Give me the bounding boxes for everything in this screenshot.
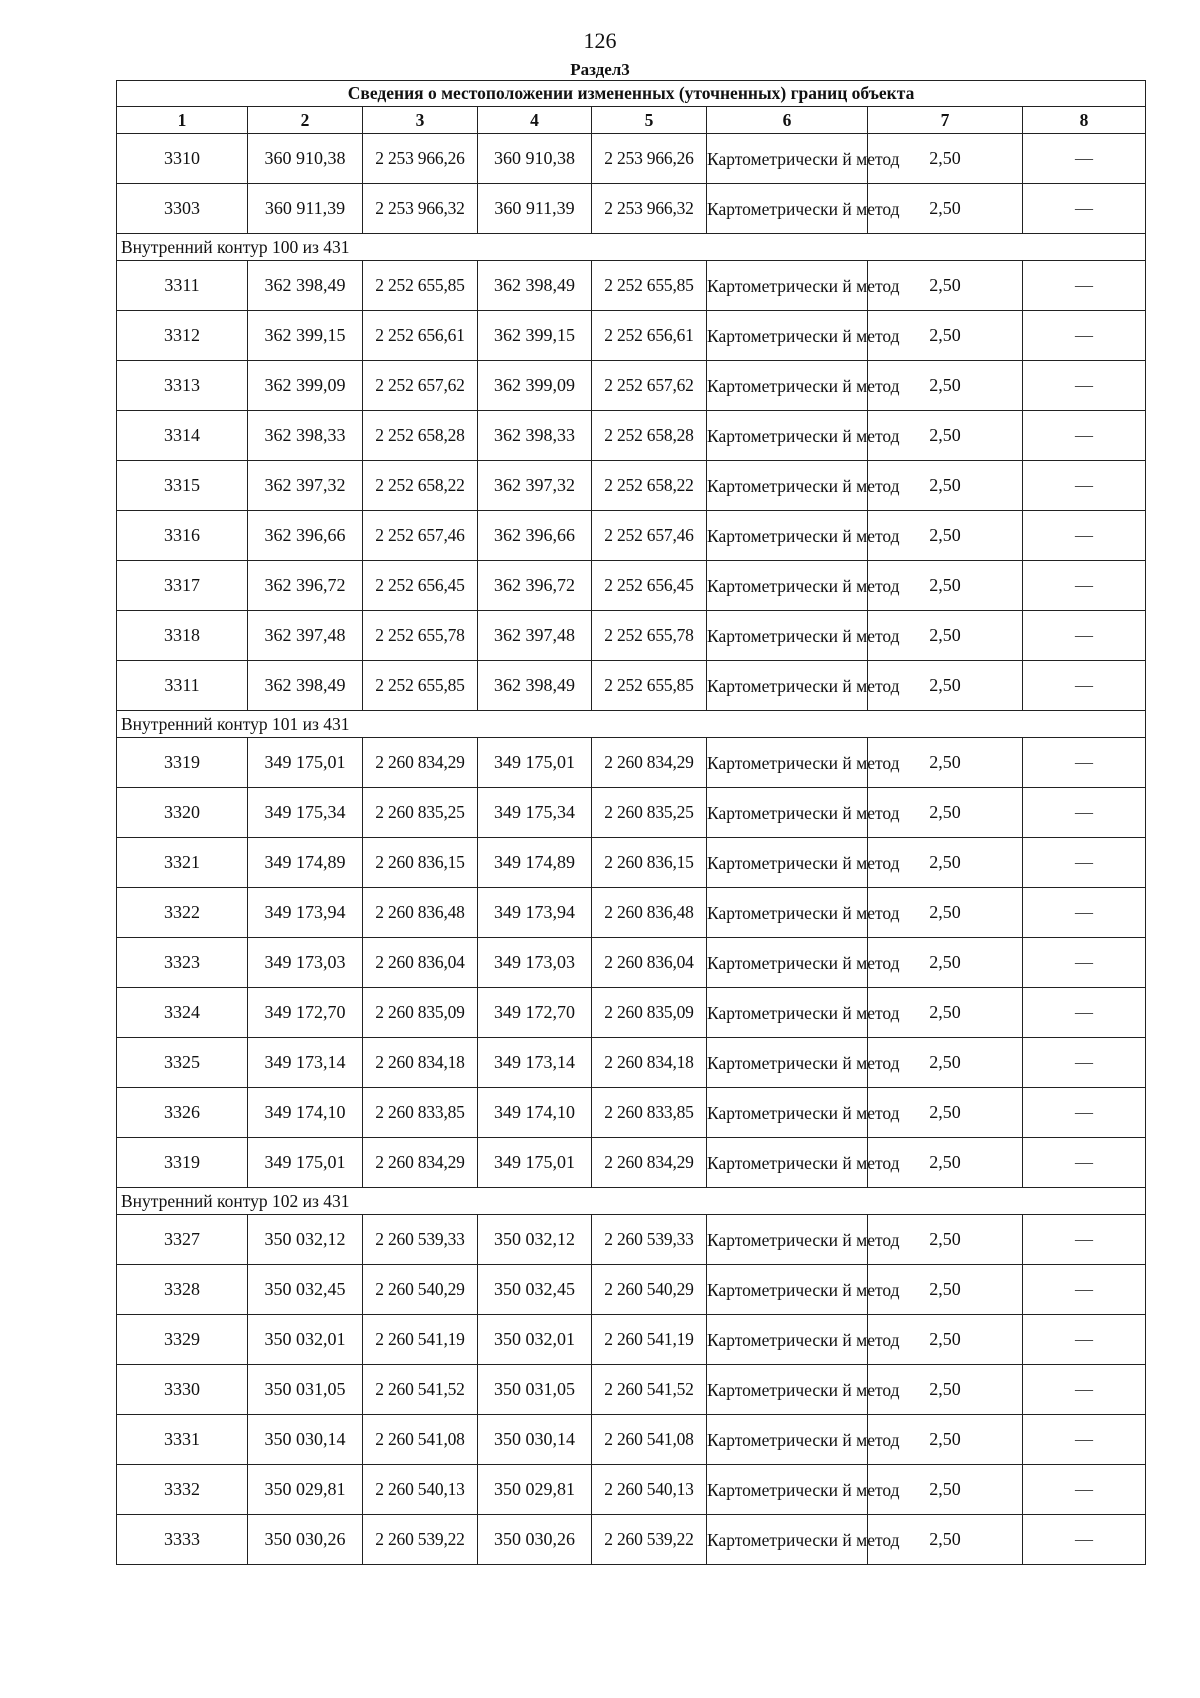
- description-cell: —: [1023, 661, 1146, 711]
- method-cell: Картометрически й метод: [707, 938, 868, 988]
- y-refined-cell: 2 253 966,32: [592, 184, 707, 234]
- x-refined-cell: 362 397,48: [478, 611, 592, 661]
- y-refined-cell: 2 252 656,45: [592, 561, 707, 611]
- point-number-cell: 3330: [117, 1365, 248, 1415]
- method-cell: Картометрически й метод: [707, 788, 868, 838]
- precision-cell: 2,50: [868, 738, 1023, 788]
- description-cell: —: [1023, 361, 1146, 411]
- precision-cell: 2,50: [868, 1465, 1023, 1515]
- x-existing-cell: 349 172,70: [248, 988, 363, 1038]
- table-caption: Сведения о местоположении измененных (уточненных) границ объекта: [117, 81, 1146, 107]
- column-header: 4: [478, 107, 592, 134]
- precision-cell: 2,50: [868, 261, 1023, 311]
- y-existing-cell: 2 260 836,48: [363, 888, 478, 938]
- description-cell: —: [1023, 611, 1146, 661]
- table-row: [117, 311, 1146, 361]
- precision-cell: 2,50: [868, 1138, 1023, 1188]
- description-cell: —: [1023, 1515, 1146, 1565]
- point-number-cell: 3318: [117, 611, 248, 661]
- method-cell: Картометрически й метод: [707, 311, 868, 361]
- y-refined-cell: 2 252 658,22: [592, 461, 707, 511]
- column-header: 1: [117, 107, 248, 134]
- y-refined-cell: 2 260 540,29: [592, 1265, 707, 1315]
- precision-cell: 2,50: [868, 1038, 1023, 1088]
- x-existing-cell: 349 173,03: [248, 938, 363, 988]
- table-row: [117, 838, 1146, 888]
- x-refined-cell: 349 174,10: [478, 1088, 592, 1138]
- point-number-cell: 3325: [117, 1038, 248, 1088]
- point-number-cell: 3313: [117, 361, 248, 411]
- contour-label: Внутренний контур 100 из 431: [117, 234, 1146, 261]
- x-refined-cell: 349 174,89: [478, 838, 592, 888]
- description-cell: —: [1023, 261, 1146, 311]
- description-cell: —: [1023, 1138, 1146, 1188]
- precision-cell: 2,50: [868, 661, 1023, 711]
- method-cell: Картометрически й метод: [707, 1365, 868, 1415]
- table-row: [117, 1315, 1146, 1365]
- method-cell: Картометрически й метод: [707, 361, 868, 411]
- y-refined-cell: 2 252 655,85: [592, 261, 707, 311]
- y-refined-cell: 2 260 540,13: [592, 1465, 707, 1515]
- y-existing-cell: 2 260 835,25: [363, 788, 478, 838]
- y-existing-cell: 2 260 833,85: [363, 1088, 478, 1138]
- method-cell: Картометрически й метод: [707, 261, 868, 311]
- table-row: [117, 411, 1146, 461]
- x-existing-cell: 362 398,49: [248, 261, 363, 311]
- description-cell: —: [1023, 738, 1146, 788]
- precision-cell: 2,50: [868, 938, 1023, 988]
- description-cell: —: [1023, 1365, 1146, 1415]
- x-refined-cell: 360 910,38: [478, 134, 592, 184]
- x-existing-cell: 360 910,38: [248, 134, 363, 184]
- point-number-cell: 3331: [117, 1415, 248, 1465]
- y-refined-cell: 2 260 833,85: [592, 1088, 707, 1138]
- method-cell: Картометрически й метод: [707, 1515, 868, 1565]
- x-existing-cell: 350 032,01: [248, 1315, 363, 1365]
- table-row: [117, 511, 1146, 561]
- x-existing-cell: 362 398,49: [248, 661, 363, 711]
- y-existing-cell: 2 252 655,85: [363, 661, 478, 711]
- y-refined-cell: 2 260 541,52: [592, 1365, 707, 1415]
- point-number-cell: 3310: [117, 134, 248, 184]
- x-existing-cell: 349 175,34: [248, 788, 363, 838]
- x-refined-cell: 350 032,12: [478, 1215, 592, 1265]
- table-row: [117, 261, 1146, 311]
- contour-row: [117, 234, 1146, 261]
- method-cell: Картометрически й метод: [707, 411, 868, 461]
- contour-row: [117, 711, 1146, 738]
- column-header: 2: [248, 107, 363, 134]
- point-number-cell: 3333: [117, 1515, 248, 1565]
- contour-label: Внутренний контур 101 из 431: [117, 711, 1146, 738]
- description-cell: —: [1023, 1465, 1146, 1515]
- table-row: [117, 461, 1146, 511]
- x-existing-cell: 362 396,72: [248, 561, 363, 611]
- point-number-cell: 3303: [117, 184, 248, 234]
- y-refined-cell: 2 260 539,33: [592, 1215, 707, 1265]
- x-refined-cell: 349 173,03: [478, 938, 592, 988]
- x-refined-cell: 350 030,26: [478, 1515, 592, 1565]
- point-number-cell: 3321: [117, 838, 248, 888]
- y-refined-cell: 2 260 539,22: [592, 1515, 707, 1565]
- method-cell: Картометрически й метод: [707, 1265, 868, 1315]
- description-cell: —: [1023, 411, 1146, 461]
- y-existing-cell: 2 260 541,08: [363, 1415, 478, 1465]
- x-refined-cell: 350 032,01: [478, 1315, 592, 1365]
- x-refined-cell: 349 173,14: [478, 1038, 592, 1088]
- x-existing-cell: 362 397,48: [248, 611, 363, 661]
- table-row: [117, 1465, 1146, 1515]
- y-refined-cell: 2 260 834,29: [592, 738, 707, 788]
- precision-cell: 2,50: [868, 838, 1023, 888]
- x-refined-cell: 360 911,39: [478, 184, 592, 234]
- y-refined-cell: 2 252 658,28: [592, 411, 707, 461]
- method-cell: Картометрически й метод: [707, 511, 868, 561]
- method-cell: Картометрически й метод: [707, 661, 868, 711]
- y-refined-cell: 2 260 834,18: [592, 1038, 707, 1088]
- y-existing-cell: 2 253 966,32: [363, 184, 478, 234]
- point-number-cell: 3332: [117, 1465, 248, 1515]
- y-existing-cell: 2 252 658,28: [363, 411, 478, 461]
- point-number-cell: 3319: [117, 738, 248, 788]
- y-refined-cell: 2 260 836,15: [592, 838, 707, 888]
- y-existing-cell: 2 260 836,04: [363, 938, 478, 988]
- table-row: [117, 1265, 1146, 1315]
- precision-cell: 2,50: [868, 988, 1023, 1038]
- precision-cell: 2,50: [868, 1415, 1023, 1465]
- description-cell: —: [1023, 788, 1146, 838]
- x-refined-cell: 349 173,94: [478, 888, 592, 938]
- method-cell: Картометрически й метод: [707, 888, 868, 938]
- point-number-cell: 3328: [117, 1265, 248, 1315]
- description-cell: —: [1023, 1038, 1146, 1088]
- point-number-cell: 3323: [117, 938, 248, 988]
- precision-cell: 2,50: [868, 611, 1023, 661]
- section-title: Раздел3: [570, 60, 630, 79]
- precision-cell: 2,50: [868, 1265, 1023, 1315]
- y-existing-cell: 2 252 656,45: [363, 561, 478, 611]
- x-refined-cell: 362 399,09: [478, 361, 592, 411]
- y-existing-cell: 2 260 834,29: [363, 1138, 478, 1188]
- x-refined-cell: 362 398,33: [478, 411, 592, 461]
- y-refined-cell: 2 252 657,62: [592, 361, 707, 411]
- y-refined-cell: 2 260 834,29: [592, 1138, 707, 1188]
- table-row: [117, 661, 1146, 711]
- table-row: [117, 1038, 1146, 1088]
- x-existing-cell: 362 399,09: [248, 361, 363, 411]
- method-cell: Картометрически й метод: [707, 1465, 868, 1515]
- point-number-cell: 3326: [117, 1088, 248, 1138]
- y-existing-cell: 2 260 836,15: [363, 838, 478, 888]
- x-refined-cell: 362 398,49: [478, 661, 592, 711]
- x-refined-cell: 362 398,49: [478, 261, 592, 311]
- point-number-cell: 3322: [117, 888, 248, 938]
- y-existing-cell: 2 252 657,46: [363, 511, 478, 561]
- table-row: [117, 1515, 1146, 1565]
- precision-cell: 2,50: [868, 561, 1023, 611]
- column-header: 7: [868, 107, 1023, 134]
- contour-row: [117, 1188, 1146, 1215]
- description-cell: —: [1023, 561, 1146, 611]
- description-cell: —: [1023, 311, 1146, 361]
- description-cell: —: [1023, 838, 1146, 888]
- table-row: [117, 788, 1146, 838]
- table-row: [117, 738, 1146, 788]
- x-existing-cell: 349 175,01: [248, 738, 363, 788]
- boundary-coordinates-table: [116, 80, 1146, 1565]
- table-row: [117, 134, 1146, 184]
- point-number-cell: 3317: [117, 561, 248, 611]
- precision-cell: 2,50: [868, 511, 1023, 561]
- description-cell: —: [1023, 461, 1146, 511]
- y-refined-cell: 2 252 657,46: [592, 511, 707, 561]
- y-existing-cell: 2 260 541,52: [363, 1365, 478, 1415]
- x-existing-cell: 349 173,14: [248, 1038, 363, 1088]
- description-cell: —: [1023, 1215, 1146, 1265]
- x-refined-cell: 349 175,34: [478, 788, 592, 838]
- y-existing-cell: 2 260 834,18: [363, 1038, 478, 1088]
- description-cell: —: [1023, 988, 1146, 1038]
- x-existing-cell: 350 032,12: [248, 1215, 363, 1265]
- page-number: 126: [583, 28, 617, 53]
- x-refined-cell: 362 396,66: [478, 511, 592, 561]
- table-caption-row: [117, 81, 1146, 107]
- precision-cell: 2,50: [868, 1315, 1023, 1365]
- table-row: [117, 361, 1146, 411]
- method-cell: Картометрически й метод: [707, 988, 868, 1038]
- table-row: [117, 1365, 1146, 1415]
- precision-cell: 2,50: [868, 1215, 1023, 1265]
- x-existing-cell: 350 030,26: [248, 1515, 363, 1565]
- precision-cell: 2,50: [868, 361, 1023, 411]
- table-row: [117, 988, 1146, 1038]
- y-refined-cell: 2 260 835,25: [592, 788, 707, 838]
- y-existing-cell: 2 260 835,09: [363, 988, 478, 1038]
- y-existing-cell: 2 252 658,22: [363, 461, 478, 511]
- x-existing-cell: 350 029,81: [248, 1465, 363, 1515]
- precision-cell: 2,50: [868, 1515, 1023, 1565]
- x-existing-cell: 362 398,33: [248, 411, 363, 461]
- x-existing-cell: 360 911,39: [248, 184, 363, 234]
- point-number-cell: 3319: [117, 1138, 248, 1188]
- x-refined-cell: 362 396,72: [478, 561, 592, 611]
- column-header: 5: [592, 107, 707, 134]
- x-existing-cell: 362 397,32: [248, 461, 363, 511]
- x-refined-cell: 350 029,81: [478, 1465, 592, 1515]
- table-row: [117, 561, 1146, 611]
- x-refined-cell: 349 175,01: [478, 738, 592, 788]
- y-existing-cell: 2 260 540,29: [363, 1265, 478, 1315]
- method-cell: Картометрически й метод: [707, 1038, 868, 1088]
- description-cell: —: [1023, 888, 1146, 938]
- point-number-cell: 3320: [117, 788, 248, 838]
- table-row: [117, 888, 1146, 938]
- method-cell: Картометрически й метод: [707, 1315, 868, 1365]
- x-existing-cell: 362 396,66: [248, 511, 363, 561]
- point-number-cell: 3315: [117, 461, 248, 511]
- y-refined-cell: 2 253 966,26: [592, 134, 707, 184]
- method-cell: Картометрически й метод: [707, 184, 868, 234]
- table-row: [117, 1215, 1146, 1265]
- y-refined-cell: 2 260 835,09: [592, 988, 707, 1038]
- y-existing-cell: 2 252 656,61: [363, 311, 478, 361]
- description-cell: —: [1023, 1415, 1146, 1465]
- y-existing-cell: 2 260 540,13: [363, 1465, 478, 1515]
- point-number-cell: 3324: [117, 988, 248, 1038]
- x-existing-cell: 349 175,01: [248, 1138, 363, 1188]
- y-existing-cell: 2 260 539,33: [363, 1215, 478, 1265]
- x-refined-cell: 350 032,45: [478, 1265, 592, 1315]
- point-number-cell: 3311: [117, 261, 248, 311]
- description-cell: —: [1023, 511, 1146, 561]
- point-number-cell: 3312: [117, 311, 248, 361]
- contour-label: Внутренний контур 102 из 431: [117, 1188, 1146, 1215]
- table-row: [117, 1088, 1146, 1138]
- x-existing-cell: 362 399,15: [248, 311, 363, 361]
- y-existing-cell: 2 260 539,22: [363, 1515, 478, 1565]
- y-existing-cell: 2 252 655,85: [363, 261, 478, 311]
- column-header-row: [117, 107, 1146, 134]
- x-refined-cell: 362 397,32: [478, 461, 592, 511]
- precision-cell: 2,50: [868, 184, 1023, 234]
- point-number-cell: 3311: [117, 661, 248, 711]
- x-existing-cell: 349 173,94: [248, 888, 363, 938]
- y-refined-cell: 2 260 541,08: [592, 1415, 707, 1465]
- y-refined-cell: 2 252 655,85: [592, 661, 707, 711]
- method-cell: Картометрически й метод: [707, 461, 868, 511]
- point-number-cell: 3316: [117, 511, 248, 561]
- precision-cell: 2,50: [868, 1365, 1023, 1415]
- y-refined-cell: 2 252 655,78: [592, 611, 707, 661]
- precision-cell: 2,50: [868, 888, 1023, 938]
- x-existing-cell: 350 032,45: [248, 1265, 363, 1315]
- y-existing-cell: 2 252 657,62: [363, 361, 478, 411]
- x-refined-cell: 350 030,14: [478, 1415, 592, 1465]
- x-refined-cell: 349 175,01: [478, 1138, 592, 1188]
- y-existing-cell: 2 260 834,29: [363, 738, 478, 788]
- y-refined-cell: 2 260 541,19: [592, 1315, 707, 1365]
- table-row: [117, 184, 1146, 234]
- precision-cell: 2,50: [868, 1088, 1023, 1138]
- y-existing-cell: 2 253 966,26: [363, 134, 478, 184]
- table-row: [117, 1138, 1146, 1188]
- x-existing-cell: 349 174,10: [248, 1088, 363, 1138]
- precision-cell: 2,50: [868, 134, 1023, 184]
- x-existing-cell: 349 174,89: [248, 838, 363, 888]
- method-cell: Картометрически й метод: [707, 1088, 868, 1138]
- precision-cell: 2,50: [868, 461, 1023, 511]
- precision-cell: 2,50: [868, 411, 1023, 461]
- description-cell: —: [1023, 1315, 1146, 1365]
- description-cell: —: [1023, 134, 1146, 184]
- description-cell: —: [1023, 184, 1146, 234]
- x-refined-cell: 362 399,15: [478, 311, 592, 361]
- method-cell: Картометрически й метод: [707, 1215, 868, 1265]
- method-cell: Картометрически й метод: [707, 561, 868, 611]
- point-number-cell: 3327: [117, 1215, 248, 1265]
- y-refined-cell: 2 252 656,61: [592, 311, 707, 361]
- x-refined-cell: 349 172,70: [478, 988, 592, 1038]
- column-header: 8: [1023, 107, 1146, 134]
- method-cell: Картометрически й метод: [707, 1138, 868, 1188]
- y-refined-cell: 2 260 836,48: [592, 888, 707, 938]
- point-number-cell: 3314: [117, 411, 248, 461]
- method-cell: Картометрически й метод: [707, 838, 868, 888]
- precision-cell: 2,50: [868, 788, 1023, 838]
- precision-cell: 2,50: [868, 311, 1023, 361]
- y-refined-cell: 2 260 836,04: [592, 938, 707, 988]
- method-cell: Картометрически й метод: [707, 611, 868, 661]
- table-row: [117, 938, 1146, 988]
- table-row: [117, 1415, 1146, 1465]
- description-cell: —: [1023, 1265, 1146, 1315]
- column-header: 6: [707, 107, 868, 134]
- point-number-cell: 3329: [117, 1315, 248, 1365]
- column-header: 3: [363, 107, 478, 134]
- x-refined-cell: 350 031,05: [478, 1365, 592, 1415]
- y-existing-cell: 2 260 541,19: [363, 1315, 478, 1365]
- x-existing-cell: 350 031,05: [248, 1365, 363, 1415]
- method-cell: Картометрически й метод: [707, 134, 868, 184]
- x-existing-cell: 350 030,14: [248, 1415, 363, 1465]
- description-cell: —: [1023, 1088, 1146, 1138]
- y-existing-cell: 2 252 655,78: [363, 611, 478, 661]
- method-cell: Картометрически й метод: [707, 738, 868, 788]
- description-cell: —: [1023, 938, 1146, 988]
- method-cell: Картометрически й метод: [707, 1415, 868, 1465]
- table-row: [117, 611, 1146, 661]
